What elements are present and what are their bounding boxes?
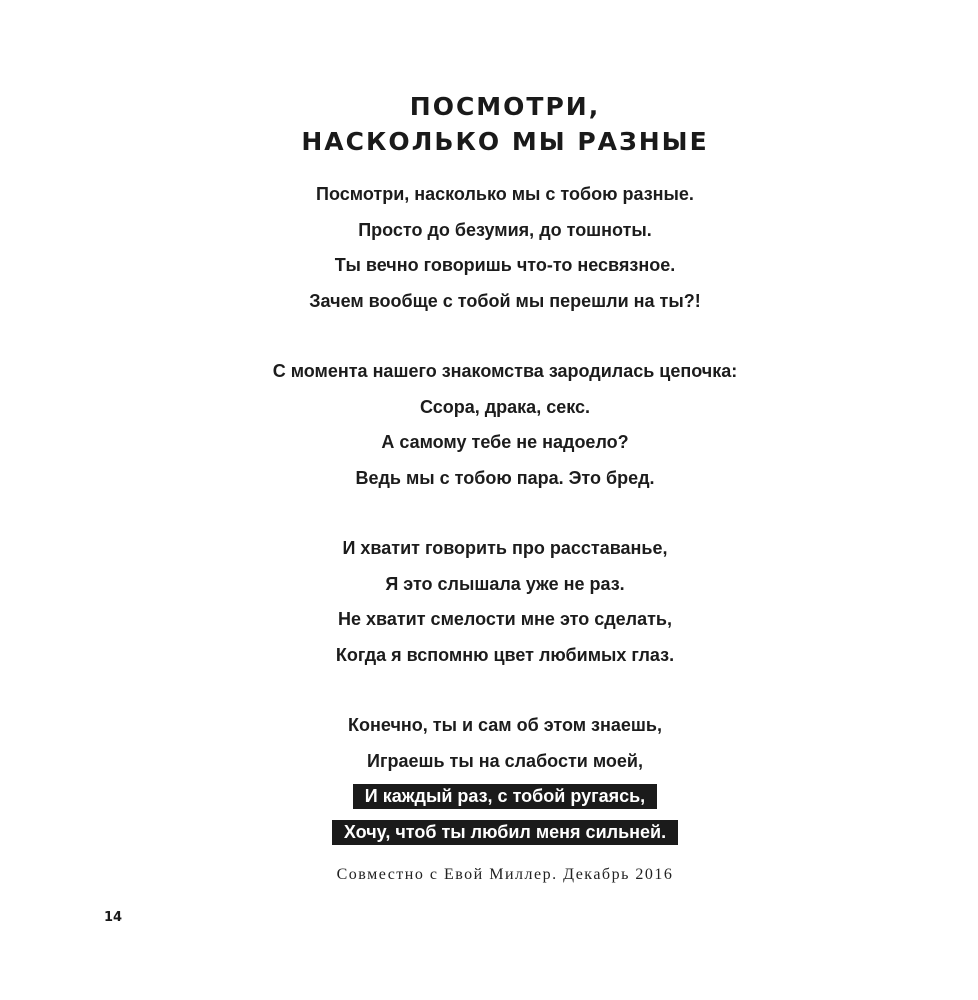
stanza-1	[0, 177, 978, 319]
verse-line: Посмотри, насколько мы с тобою разные.	[316, 184, 694, 204]
poem-title-line-1: ПОСМОТРИ,	[409, 91, 601, 121]
verse-line: Конечно, ты и сам об этом знаешь,	[348, 715, 662, 735]
verse-line: Ведь мы с тобою пара. Это бред.	[355, 467, 655, 488]
verse-line-highlighted	[0, 815, 978, 851]
poem-title	[0, 89, 978, 159]
verse-line: Когда я вспомню цвет любимых глаз.	[335, 644, 675, 665]
verse-line: Играешь ты на слабости моей,	[367, 750, 643, 771]
verse-line: С момента нашего знакомства зародилась цепочка:	[272, 361, 738, 381]
verse-line: Ссора, драка, секс.	[419, 396, 591, 417]
verse-line-highlighted	[0, 779, 978, 815]
poem-credit: Совместно с Евой Миллер. Декабрь 2016	[336, 866, 674, 883]
poem-body	[0, 177, 978, 850]
poem-title-line-2: НАСКОЛЬКО МЫ РАЗНЫЕ	[301, 126, 709, 156]
verse-line: Просто до безумия, до тошноты.	[358, 219, 652, 240]
highlight-bar: И каждый раз, с тобой ругаясь,	[353, 784, 657, 809]
highlight-bar: Хочу, чтоб ты любил меня сильней.	[332, 820, 678, 845]
verse-line: Зачем вообще с тобой мы перешли на ты?!	[309, 290, 701, 311]
stanza-3	[0, 531, 978, 673]
verse-line: А самому тебе не надоело?	[381, 432, 629, 452]
stanza-2	[0, 354, 978, 496]
verse-line: Я это слышала уже не раз.	[385, 573, 625, 594]
verse-line: Ты вечно говоришь что-то несвязное.	[334, 255, 676, 275]
verse-line: И хватит говорить про расставанье,	[342, 538, 668, 558]
verse-line: Не хватит смелости мне это сделать,	[338, 609, 672, 629]
stanza-4	[0, 708, 978, 850]
page-number: 14	[104, 910, 123, 925]
